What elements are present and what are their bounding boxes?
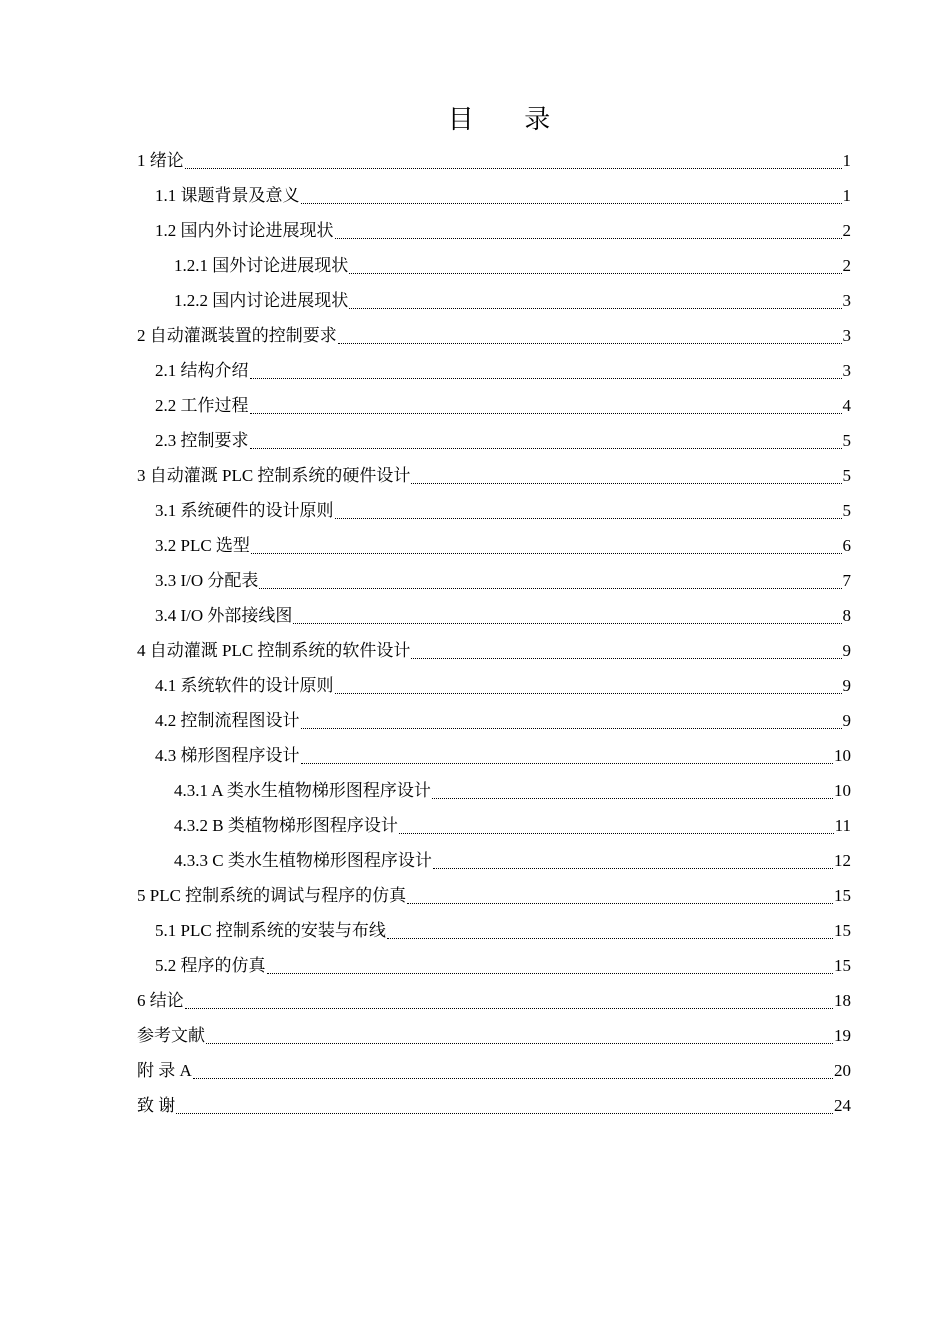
table-of-contents xyxy=(137,143,851,1123)
toc-entry-label: 1.1 课题背景及意义 xyxy=(155,186,300,205)
toc-entry[interactable] xyxy=(137,248,851,283)
toc-entry[interactable] xyxy=(137,703,851,738)
toc-entry[interactable] xyxy=(137,283,851,318)
toc-dot-leader xyxy=(432,798,833,799)
toc-entry[interactable] xyxy=(137,563,851,598)
toc-entry-label: 1.2 国内外讨论进展现状 xyxy=(155,221,334,240)
toc-dot-leader xyxy=(293,623,841,624)
toc-dot-leader xyxy=(185,1008,833,1009)
toc-entry-page-number: 4 xyxy=(842,396,851,415)
toc-entry-label: 3.4 I/O 外部接线图 xyxy=(155,606,293,625)
toc-entry-page-number: 9 xyxy=(842,676,851,695)
toc-entry-page-number: 20 xyxy=(834,1061,851,1080)
toc-entry[interactable] xyxy=(137,1018,851,1053)
toc-entry-page-number: 10 xyxy=(834,781,851,800)
toc-entry-page-number: 1 xyxy=(842,186,851,205)
toc-entry[interactable] xyxy=(137,983,851,1018)
toc-dot-leader xyxy=(387,938,833,939)
toc-entry-label: 3.1 系统硬件的设计原则 xyxy=(155,501,334,520)
toc-entry-label: 5.2 程序的仿真 xyxy=(155,956,266,975)
toc-dot-leader xyxy=(301,203,842,204)
toc-entry-page-number: 5 xyxy=(842,466,851,485)
toc-entry-label: 2.3 控制要求 xyxy=(155,431,249,450)
toc-entry-page-number: 9 xyxy=(842,711,851,730)
toc-dot-leader xyxy=(335,238,842,239)
toc-entry-page-number: 8 xyxy=(842,606,851,625)
toc-entry[interactable] xyxy=(137,388,851,423)
toc-entry[interactable] xyxy=(137,493,851,528)
toc-entry-page-number: 15 xyxy=(834,921,851,940)
toc-dot-leader xyxy=(301,728,842,729)
toc-entry[interactable] xyxy=(137,1088,851,1123)
toc-dot-leader xyxy=(251,553,842,554)
toc-entry-label: 4.1 系统软件的设计原则 xyxy=(155,676,334,695)
toc-entry-label: 4.3 梯形图程序设计 xyxy=(155,746,300,765)
toc-entry-page-number: 7 xyxy=(842,571,851,590)
toc-entry-label: 4.2 控制流程图设计 xyxy=(155,711,300,730)
toc-entry[interactable] xyxy=(137,633,851,668)
toc-entry[interactable] xyxy=(137,143,851,178)
toc-entry-label: 3.3 I/O 分配表 xyxy=(155,571,259,590)
toc-entry-page-number: 11 xyxy=(834,816,851,835)
toc-dot-leader xyxy=(259,588,841,589)
toc-entry-label: 2.1 结构介绍 xyxy=(155,361,249,380)
toc-entry-label: 参考文献 xyxy=(137,1026,205,1045)
toc-entry-label: 4.3.1 A 类水生植物梯形图程序设计 xyxy=(174,781,431,800)
toc-dot-leader xyxy=(338,343,842,344)
toc-entry-label: 4 自动灌溉 PLC 控制系统的软件设计 xyxy=(137,641,411,660)
toc-dot-leader xyxy=(250,378,842,379)
toc-dot-leader xyxy=(349,308,841,309)
toc-dot-leader xyxy=(433,868,833,869)
toc-dot-leader xyxy=(185,168,842,169)
toc-entry-page-number: 15 xyxy=(834,886,851,905)
toc-entry[interactable] xyxy=(137,178,851,213)
toc-dot-leader xyxy=(407,903,833,904)
toc-entry[interactable] xyxy=(137,598,851,633)
toc-entry[interactable] xyxy=(137,878,851,913)
toc-entry-label: 5.1 PLC 控制系统的安装与布线 xyxy=(155,921,386,940)
toc-entry[interactable] xyxy=(137,458,851,493)
toc-dot-leader xyxy=(250,448,842,449)
toc-entry-page-number: 12 xyxy=(834,851,851,870)
toc-dot-leader xyxy=(267,973,834,974)
toc-entry-page-number: 3 xyxy=(842,291,851,310)
toc-dot-leader xyxy=(411,483,841,484)
toc-entry-label: 4.3.3 C 类水生植物梯形图程序设计 xyxy=(174,851,432,870)
toc-entry-page-number: 18 xyxy=(834,991,851,1010)
toc-dot-leader xyxy=(250,413,842,414)
toc-entry-page-number: 2 xyxy=(842,221,851,240)
toc-entry[interactable] xyxy=(137,423,851,458)
toc-entry[interactable] xyxy=(137,213,851,248)
toc-entry-label: 2 自动灌溉装置的控制要求 xyxy=(137,326,337,345)
toc-dot-leader xyxy=(335,518,842,519)
toc-entry-page-number: 1 xyxy=(842,151,851,170)
toc-dot-leader xyxy=(411,658,841,659)
toc-dot-leader xyxy=(399,833,834,834)
toc-entry-page-number: 3 xyxy=(842,361,851,380)
toc-entry[interactable] xyxy=(137,1053,851,1088)
toc-entry-label: 1.2.1 国外讨论进展现状 xyxy=(174,256,349,275)
toc-entry-page-number: 10 xyxy=(834,746,851,765)
toc-entry-page-number: 2 xyxy=(842,256,851,275)
toc-entry-page-number: 24 xyxy=(834,1096,851,1115)
toc-entry[interactable] xyxy=(137,353,851,388)
toc-entry-page-number: 3 xyxy=(842,326,851,345)
toc-entry-label: 5 PLC 控制系统的调试与程序的仿真 xyxy=(137,886,407,905)
toc-entry[interactable] xyxy=(137,318,851,353)
toc-entry-page-number: 9 xyxy=(842,641,851,660)
toc-entry-label: 致 谢 xyxy=(137,1096,176,1115)
toc-entry-page-number: 5 xyxy=(842,501,851,520)
toc-entry[interactable] xyxy=(137,773,851,808)
toc-entry-label: 6 结论 xyxy=(137,991,184,1010)
toc-entry-page-number: 5 xyxy=(842,431,851,450)
toc-entry-label: 1 绪论 xyxy=(137,151,184,170)
toc-entry-label: 3 自动灌溉 PLC 控制系统的硬件设计 xyxy=(137,466,411,485)
toc-entry[interactable] xyxy=(137,528,851,563)
toc-dot-leader xyxy=(349,273,841,274)
toc-dot-leader xyxy=(335,693,842,694)
toc-dot-leader xyxy=(176,1113,833,1114)
toc-entry-label: 附 录 A xyxy=(137,1061,192,1080)
toc-entry[interactable] xyxy=(137,808,851,843)
toc-dot-leader xyxy=(301,763,834,764)
toc-entry-label: 1.2.2 国内讨论进展现状 xyxy=(174,291,349,310)
toc-entry-page-number: 15 xyxy=(834,956,851,975)
toc-entry-page-number: 6 xyxy=(842,536,851,555)
toc-entry[interactable] xyxy=(137,738,851,773)
toc-entry[interactable] xyxy=(137,668,851,703)
toc-entry[interactable] xyxy=(137,843,851,878)
toc-entry[interactable] xyxy=(137,913,851,948)
toc-entry-label: 4.3.2 B 类植物梯形图程序设计 xyxy=(174,816,398,835)
toc-dot-leader xyxy=(193,1078,833,1079)
toc-entry-label: 3.2 PLC 选型 xyxy=(155,536,250,555)
toc-entry[interactable] xyxy=(137,948,851,983)
toc-entry-page-number: 19 xyxy=(834,1026,851,1045)
toc-dot-leader xyxy=(206,1043,833,1044)
toc-title: 目 录 xyxy=(447,105,573,134)
toc-entry-label: 2.2 工作过程 xyxy=(155,396,249,415)
